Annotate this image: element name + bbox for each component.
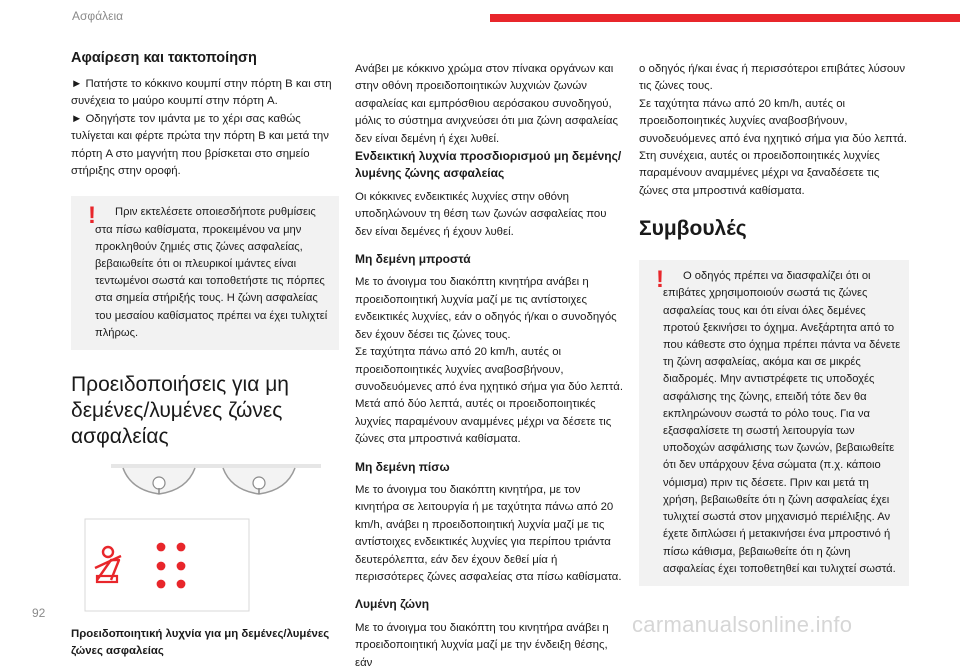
exclamation-icon: !: [88, 202, 96, 230]
subheading: Λυμένη ζώνη: [355, 597, 430, 612]
steering-wheel-icon: [223, 468, 295, 494]
exclamation-icon: !: [656, 266, 664, 294]
paragraph: Με το άνοιγμα του διακόπτη κινητήρα, με τον κινητήρα σε λειτουργία ή με ταχύτητα πάνω από 20 km/h, ανάβει η προειδοποιητική λυχνία μαζί με τις αντίστοιχες ενδεικτικές λυχνίες για περίπου τριάντα δευτερόλεπτα, εάν δεν έχουν δεθεί μία ή περισσότερες ζώνες ασφαλείας στα πίσω καθίσματα.: [355, 483, 622, 583]
column-3: [639, 61, 909, 596]
advice-warning-box: [639, 260, 909, 586]
page-header-title: Ασφάλεια: [72, 9, 124, 23]
subheading: Μη δεμένη μπροστά: [355, 252, 471, 267]
paragraph: Με το άνοιγμα του διακόπτη του κινητήρα ανάβει η προειδοποιητική λυχνία μαζί με την ένδειξη θέσης, εάν: [355, 621, 609, 669]
watermark: carmanualsonline.info: [632, 612, 853, 637]
paragraph: ► Πατήστε το κόκκινο κουμπί στην πόρτη B και στη συνέχεια το μαύρο κουμπί στην πόρτη A.: [71, 78, 332, 108]
warning-text: Πριν εκτελέσετε οποιεσδήποτε ρυθμίσεις στα πίσω καθίσματα, προκειμένου να μην προκληθούν ζημιές στις ζώνες ασφαλείας, βεβαιωθείτε ότι οι πλευρικοί ιμάντες είναι τεντωμένοι σωστά και τοποθετήστε τις πόρπες στα σημεία στήριξής τους. Η ζώνη ασφαλείας του μεσαίου καθίσματος πρέπει να έχει τυλιχτεί πλήρως.: [95, 206, 328, 339]
header-accent-bar: [490, 14, 960, 22]
paragraph: Οι κόκκινες ενδεικτικές λυχνίες στην οθόνη υποδηλώνουν τη θέση των ζωνών ασφαλείας που δεν είναι δεμένες ή έχουν λυθεί.: [355, 190, 607, 238]
subheading: Ενδεικτική λυχνία προσδιορισμού μη δεμένης/λυμένης ζώνης ασφαλείας: [355, 149, 622, 181]
paragraph: Σε ταχύτητα πάνω από 20 km/h, αυτές οι προειδοποιητικές λυχνίες αναβοσβήνουν, συνοδευόμενες από ένα ηχητικό σήμα για δύο λεπτά. Μετά από δύο λεπτά, αυτές οι προειδοποιητικές λυχνίες παραμένουν αναμμένες μέχρι να δέσετε τις ζώνες στα μπροστινά καθίσματα.: [355, 346, 623, 446]
paragraph: Ανάβει με κόκκινο χρώμα στον πίνακα οργάνων και στην οθόνη προειδοποιητικών λυχνιών ζωνών ασφαλείας και εμπρόσθιου αερόσακου συνοδηγού, μόλις το σύστημα ανιχνεύσει ότι μια ζώνη ασφαλείας δεν είναι δεμένη ή έχει λυθεί.: [355, 63, 618, 145]
steering-wheel-icon: [123, 468, 195, 494]
figure-caption: Προειδοποιητική λυχνία για μη δεμένες/λυμένες ζώνες ασφαλείας: [71, 628, 330, 658]
section-title-advice: Συμβουλές: [639, 217, 747, 241]
section-heading-removal: Αφαίρεση και τακτοποίηση: [71, 50, 257, 66]
section-title-seatbelt-warnings: Προειδοποιήσεις για μη δεμένες/λυμένες ζώνες ασφαλείας: [71, 373, 289, 449]
paragraph: Με το άνοιγμα του διακόπτη κινητήρα ανάβει η προειδοποιητική λυχνία μαζί με τις αντίστοιχες ενδεικτικές λυχνίες, εάν ο οδηγός ή/και ο συνοδηγός δεν έχουν δέσει τις ζώνες τους.: [355, 276, 617, 341]
warning-text: Ο οδηγός πρέπει να διασφαλίζει ότι οι επιβάτες χρησιμοποιούν σωστά τις ζώνες ασφαλείας τους και ότι είναι όλες δεμένες προτού ξεκινήσει το όχημα. Ανεξάρτητα από το που κάθεστε στο όχημα πρέπει πάντα να δένετε τη ζώνη ασφαλείας, ακόμα και σε μικρές διαδρομές. Μην αντιστρέφετε τις υποδοχές ασφάλισης της ζώνης, επειδή τότε δεν θα εκπληρώνουν σωστά το ρόλο τους. Για να εξασφαλίσετε τη σωστή λειτουργία των υποδοχών ασφάλισης των ζωνών, βεβαιωθείτε ότι δεν υπάρχουν ξένα σώματα (π.χ. κάποιο νόμισμα) πριν τις δέσετε. Πριν και μετά τη χρήση, βεβαιωθείτε ότι η ζώνη ασφαλείας έχει τυλιχτεί σωστά στον μηχανισμό περιέλιξης. Αν έχετε διπλώσει ή μετακινήσει ένα μπροστινό ή πίσω κάθισμα, βεβαιωθείτε ότι η ζώνη ασφαλείας έχει τοποθετηθεί και τυλιχτεί σωστά.: [663, 270, 901, 575]
column-2: [355, 61, 623, 672]
dashboard-illustration: [71, 464, 339, 620]
subheading: Μη δεμένη πίσω: [355, 459, 450, 474]
paragraph: Σε ταχύτητα πάνω από 20 km/h, αυτές οι προειδοποιητικές λυχνίες αναβοσβήνουν, συνοδευόμενες από ένα ηχητικό σήμα για δύο λεπτά. Στη συνέχεια, αυτές οι προειδοποιητικές λυχνίες παραμένουν αναμμένες μέχρι να ξαναδέσετε τις ζώνες στα μπροστινά καθίσματα.: [639, 97, 907, 197]
paragraph: ► Οδηγήστε τον ιμάντα με το χέρι σας καθώς τυλίγεται και φέρτε πρώτα την πόρτη B και μετά την πόρτη A στο μαγνήτη που βρίσκεται στο σημείο στήριξης στην οροφή.: [71, 112, 329, 178]
column-1: [71, 44, 339, 661]
paragraph: ο οδηγός ή/και ένας ή περισσότεροι επιβάτες λύσουν τις ζώνες τους.: [639, 63, 906, 93]
page-number: 92: [32, 606, 46, 620]
warning-box: [71, 196, 339, 350]
seatbelt-warning-figure: [71, 464, 339, 620]
